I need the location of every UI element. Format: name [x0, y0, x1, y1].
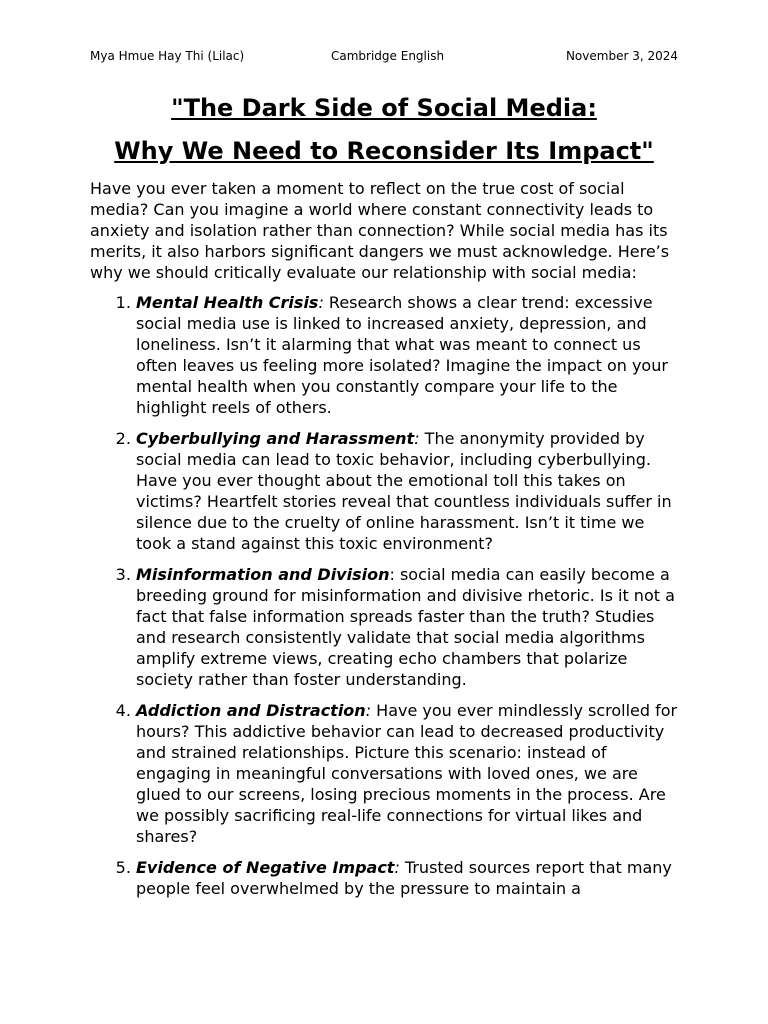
- list-item: [136, 564, 678, 690]
- header-course: Cambridge English: [331, 49, 445, 63]
- list-item-text: Have you ever mindlessly scrolled for hours? This addictive behavior can lead to decreased productivity and strained relationships. Picture this scenario: instead of engaging in meaningful conversations with loved ones, we are glued to our screens, losing precious moments in the process. Are we possibly sacrificing real-life connections for virtual likes and shares?: [136, 701, 678, 846]
- page-header: [90, 47, 678, 65]
- intro-paragraph: Have you ever taken a moment to reflect on the true cost of social media? Can you imagine a world where constant connectivity leads to anxiety and isolation rather than connection? While social media has its merits, it also harbors significant dangers we must acknowledge. Here’s why we should critically evaluate our relationship with social media:: [90, 179, 670, 282]
- numbered-list: [90, 292, 678, 899]
- list-item-colon: :: [365, 701, 372, 720]
- list-item-text: Research shows a clear trend: excessive social media use is linked to increased anxiety, depression, and loneliness. Isn’t it alarming that what was meant to connect us often leaves us feeling more isolated? Imagine the impact on your mental health when you constantly compare your life to the highlight reels of others.: [136, 293, 668, 417]
- list-item: [136, 428, 678, 554]
- list-item-colon: :: [414, 429, 420, 448]
- list-item: [136, 700, 678, 847]
- list-item: [136, 857, 678, 899]
- list-item-term: Cyberbullying and Harassment: [136, 429, 415, 448]
- list-item: [136, 292, 678, 418]
- list-item-colon: :: [394, 858, 400, 877]
- list-item-text: The anonymity provided by social media can lead to toxic behavior, including cyberbullying. Have you ever thought about the emotional toll this takes on victims? Heartfelt stories reveal that countless individuals suffer in silence due to the cruelty of online harassment. Isn’t it time we took a stand against this toxic environment?: [136, 429, 672, 553]
- list-item-term: Addiction and Distraction: [136, 701, 366, 720]
- list-item-text: Trusted sources report that many people feel overwhelmed by the pressure to maintain a: [136, 858, 672, 898]
- list-item-term: Evidence of Negative Impact: [136, 858, 395, 877]
- list-item-colon: :: [318, 293, 324, 312]
- header-date: November 3, 2024: [565, 49, 678, 63]
- document-title-line-2: Why We Need to Reconsider Its Impact": [114, 137, 654, 165]
- list-item-text: social media can easily become a breeding ground for misinformation and divisive rhetoric. Is it not a fact that false information spreads faster than the truth? Studies and research consistently validate that social media algorithms amplify extreme views, creating echo chambers that polarize society rather than foster understanding.: [136, 565, 675, 689]
- document-title-line-1: "The Dark Side of Social Media:: [171, 94, 597, 122]
- document-body: [90, 178, 678, 909]
- list-item-term: Mental Health Crisis: [136, 293, 319, 312]
- header-author: Mya Hmue Hay Thi (Lilac): [90, 49, 245, 63]
- list-item-term: Misinformation and Division: [136, 565, 390, 584]
- list-item-colon: :: [389, 565, 395, 584]
